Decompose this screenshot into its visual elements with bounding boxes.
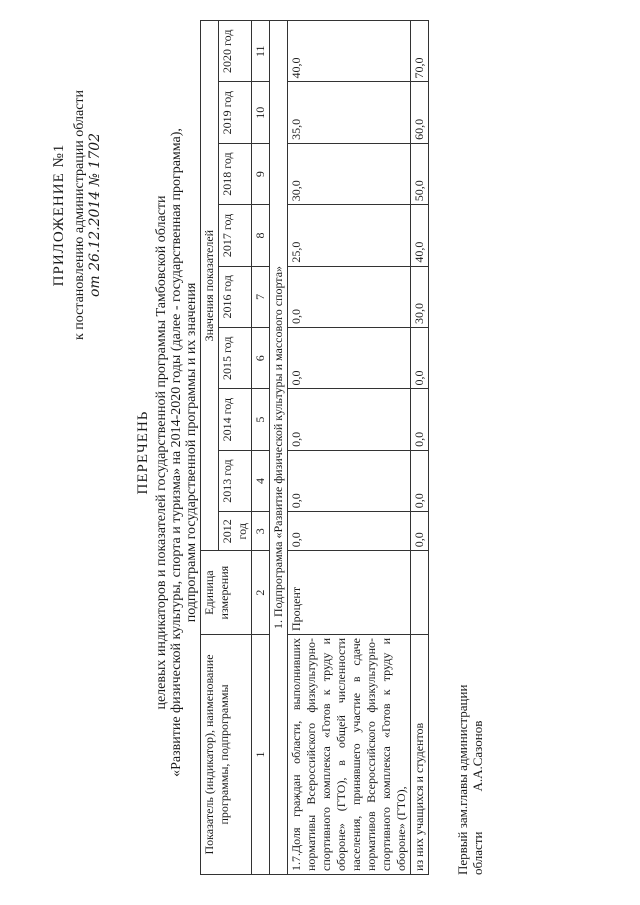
col-number: 11 [252,21,270,82]
col-number: 7 [252,266,270,327]
value-cell: 40,0 [288,21,411,82]
year-cell: 2018 год [219,143,252,204]
value-cell: 0,0 [411,450,429,511]
col-number: 5 [252,389,270,450]
header-indicator: Показатель (индикатор), наименование программы, подпрограммы [201,635,252,875]
year-cell: 2017 год [219,205,252,266]
column-numbers-row [252,21,270,875]
value-cell: 25,0 [288,205,411,266]
year-cell: 2012 год [219,512,252,551]
year-cell: 2016 год [219,266,252,327]
value-cell: 35,0 [288,82,411,143]
year-cell: 2013 год [219,450,252,511]
value-cell: 0,0 [411,328,429,389]
page-content [0,20,640,885]
col-number: 9 [252,143,270,204]
value-cell: 60,0 [411,82,429,143]
handwritten-date: от 26.12.2014 № 1702 [87,132,103,298]
indicators-table [200,20,429,875]
value-cell: 30,0 [288,143,411,204]
value-cell: 40,0 [411,205,429,266]
unit-cell [411,551,429,635]
value-cell: 0,0 [288,328,411,389]
year-cell: 2014 год [219,389,252,450]
col-number: 6 [252,328,270,389]
unit-cell: Процент [288,551,411,635]
value-cell: 0,0 [411,389,429,450]
col-number: 4 [252,450,270,511]
signature-name: А.А.Сазонов [470,720,485,792]
col-number: 10 [252,82,270,143]
col-number: 2 [252,551,270,635]
signature-position: Первый зам.главы администрации [455,684,470,875]
year-cell: 2019 год [219,82,252,143]
header-unit: Единица измерения [201,551,252,635]
col-number: 8 [252,205,270,266]
header-values: Значения показателей [201,21,219,551]
value-cell: 0,0 [288,389,411,450]
indicator-cell: из них учащихся и студентов [411,635,429,875]
value-cell: 50,0 [411,143,429,204]
signature-region: области [470,831,485,875]
appendix-subtitle: к постановлению администрации области [72,89,87,341]
indicator-cell: 1.7.Доля граждан области, выполнивших нормативы Всероссийского физкультурно-спортивного комплекса «Готов к труду и обороне» (ГТО), в общей численности населения, принявшего участие в сдаче нормативов Всероссийского физкультурно-спортивного комплекса «Готов к труду и обороне» (ГТО), [288,635,411,875]
value-cell: 0,0 [288,450,411,511]
table-row [411,21,429,875]
col-number: 3 [252,512,270,551]
title-line-3: подпрограмм государственной программы и их значения [184,282,199,623]
document-title: ПЕРЕЧЕНЬ [135,410,151,495]
title-line-1: целевых индикаторов и показателей государственной программы Тамбовской области [154,195,169,710]
value-cell: 0,0 [288,512,411,551]
subprogram-title: 1. Подпрограмма «Развитие физической культуры и массового спорта» [270,21,288,875]
table-row [288,21,411,875]
col-number: 1 [252,635,270,875]
year-cell: 2020 год [219,21,252,82]
appendix-title: ПРИЛОЖЕНИЕ №1 [51,143,67,287]
value-cell: 30,0 [411,266,429,327]
table-header-row [201,21,219,875]
value-cell: 0,0 [411,512,429,551]
signature-line-2 [470,685,485,875]
title-line-2: «Развитие физической культуры, спорта и туризма» на 2014-2020 годы (далее - государственная программа), [169,128,184,777]
subprogram-row [270,21,288,875]
value-cell: 70,0 [411,21,429,82]
signature-block [455,685,485,875]
value-cell: 0,0 [288,266,411,327]
year-cell: 2015 год [219,328,252,389]
